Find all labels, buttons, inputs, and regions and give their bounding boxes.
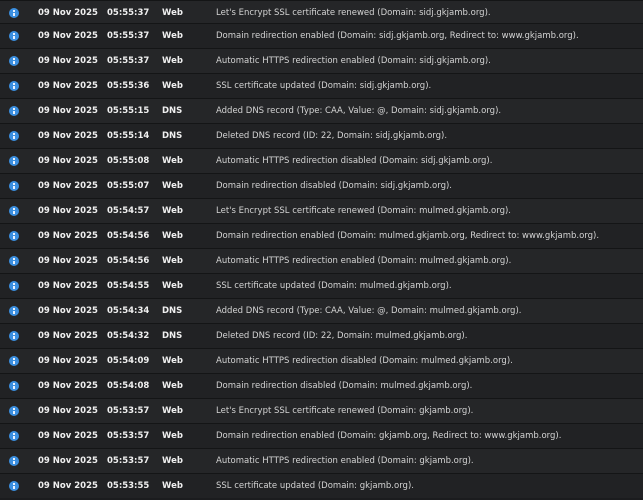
log-date: 09 Nov 2025 [38,56,98,66]
log-date: 09 Nov 2025 [38,156,98,166]
log-message: Domain redirection disabled (Domain: mulmed.gkjamb.org). [216,381,473,391]
info-icon[interactable] [9,456,19,466]
log-date: 09 Nov 2025 [38,206,98,216]
log-row[interactable] [0,23,643,48]
log-message: Added DNS record (Type: CAA, Value: @, Domain: mulmed.gkjamb.org). [216,306,522,316]
log-row[interactable] [0,473,643,498]
log-time: 05:55:36 [107,81,150,91]
log-row[interactable] [0,348,643,373]
log-date: 09 Nov 2025 [38,306,98,316]
info-icon[interactable] [9,131,19,141]
info-icon[interactable] [9,281,19,291]
log-time: 05:53:57 [107,431,150,441]
log-time: 05:54:57 [107,206,150,216]
log-date: 09 Nov 2025 [38,406,98,416]
log-message: Automatic HTTPS redirection enabled (Domain: mulmed.gkjamb.org). [216,256,512,266]
log-time: 05:54:32 [107,331,150,341]
info-icon[interactable] [9,81,19,91]
info-icon-cell [9,149,21,173]
info-icon[interactable] [9,256,19,266]
log-row[interactable] [0,423,643,448]
log-date: 09 Nov 2025 [38,381,98,391]
log-message: Deleted DNS record (ID: 22, Domain: mulmed.gkjamb.org). [216,331,468,341]
log-date: 09 Nov 2025 [38,481,98,491]
info-icon-cell [9,24,21,48]
info-icon-cell [9,449,21,473]
info-icon[interactable] [9,356,19,366]
log-message: Deleted DNS record (ID: 22, Domain: sidj.gkjamb.org). [216,131,448,141]
info-icon-cell [9,349,21,373]
info-icon-cell [9,224,21,248]
info-icon[interactable] [9,431,19,441]
log-row[interactable] [0,73,643,98]
info-icon[interactable] [9,56,19,66]
log-time: 05:55:15 [107,106,150,116]
log-type: Web [162,356,183,366]
log-message: Domain redirection disabled (Domain: sidj.gkjamb.org). [216,181,452,191]
log-message: Automatic HTTPS redirection enabled (Domain: sidj.gkjamb.org). [216,56,491,66]
log-row[interactable] [0,173,643,198]
info-icon[interactable] [9,8,19,18]
log-date: 09 Nov 2025 [38,8,98,18]
log-time: 05:55:14 [107,131,150,141]
log-time: 05:54:55 [107,281,150,291]
log-date: 09 Nov 2025 [38,106,98,116]
log-message: SSL certificate updated (Domain: gkjamb.org). [216,481,414,491]
log-time: 05:55:07 [107,181,150,191]
info-icon-cell [9,1,21,25]
log-type: Web [162,431,183,441]
log-message: Domain redirection enabled (Domain: mulmed.gkjamb.org, Redirect to: www.gkjamb.org). [216,231,600,241]
info-icon-cell [9,474,21,498]
log-time: 05:53:55 [107,481,150,491]
log-type: Web [162,281,183,291]
log-time: 05:54:56 [107,256,150,266]
info-icon-cell [9,74,21,98]
log-time: 05:55:37 [107,56,150,66]
log-row[interactable] [0,248,643,273]
log-type: DNS [162,331,183,341]
log-date: 09 Nov 2025 [38,81,98,91]
log-type: DNS [162,131,183,141]
info-icon-cell [9,299,21,323]
info-icon-cell [9,199,21,223]
log-type: Web [162,156,183,166]
log-time: 05:54:56 [107,231,150,241]
info-icon[interactable] [9,406,19,416]
info-icon-cell [9,249,21,273]
log-time: 05:53:57 [107,406,150,416]
log-type: DNS [162,306,183,316]
info-icon[interactable] [9,106,19,116]
log-message: SSL certificate updated (Domain: sidj.gkjamb.org). [216,81,432,91]
info-icon-cell [9,174,21,198]
log-row[interactable] [0,48,643,73]
log-row[interactable] [0,223,643,248]
info-icon[interactable] [9,331,19,341]
log-row[interactable] [0,398,643,423]
log-date: 09 Nov 2025 [38,331,98,341]
log-type: Web [162,481,183,491]
log-date: 09 Nov 2025 [38,281,98,291]
log-row[interactable] [0,123,643,148]
log-time: 05:53:57 [107,456,150,466]
log-row[interactable] [0,298,643,323]
log-type: Web [162,56,183,66]
info-icon[interactable] [9,481,19,491]
log-date: 09 Nov 2025 [38,131,98,141]
info-icon-cell [9,324,21,348]
log-message: Domain redirection enabled (Domain: gkjamb.org, Redirect to: www.gkjamb.org). [216,431,562,441]
log-message: Automatic HTTPS redirection disabled (Domain: sidj.gkjamb.org). [216,156,493,166]
log-time: 05:54:09 [107,356,150,366]
info-icon-cell [9,374,21,398]
log-row[interactable] [0,98,643,123]
log-date: 09 Nov 2025 [38,456,98,466]
info-icon[interactable] [9,381,19,391]
info-icon[interactable] [9,156,19,166]
log-row[interactable] [0,198,643,223]
log-time: 05:54:08 [107,381,150,391]
info-icon-cell [9,274,21,298]
log-type: Web [162,8,183,18]
info-icon[interactable] [9,31,19,41]
log-time: 05:54:34 [107,306,150,316]
log-message: Domain redirection enabled (Domain: sidj.gkjamb.org, Redirect to: www.gkjamb.org). [216,31,579,41]
log-date: 09 Nov 2025 [38,431,98,441]
log-type: Web [162,256,183,266]
log-type: Web [162,31,183,41]
info-icon-cell [9,49,21,73]
log-message: Let's Encrypt SSL certificate renewed (Domain: mulmed.gkjamb.org). [216,206,511,216]
info-icon[interactable] [9,231,19,241]
info-icon-cell [9,124,21,148]
log-row[interactable] [0,0,643,25]
log-message: SSL certificate updated (Domain: mulmed.gkjamb.org). [216,281,452,291]
log-type: Web [162,231,183,241]
log-type: Web [162,181,183,191]
log-date: 09 Nov 2025 [38,231,98,241]
log-date: 09 Nov 2025 [38,356,98,366]
log-row[interactable] [0,323,643,348]
log-type: DNS [162,106,183,116]
log-row[interactable] [0,273,643,298]
log-type: Web [162,81,183,91]
log-message: Automatic HTTPS redirection disabled (Domain: mulmed.gkjamb.org). [216,356,513,366]
log-time: 05:55:08 [107,156,150,166]
log-message: Automatic HTTPS redirection enabled (Domain: gkjamb.org). [216,456,474,466]
log-type: Web [162,381,183,391]
log-message: Added DNS record (Type: CAA, Value: @, Domain: sidj.gkjamb.org). [216,106,502,116]
log-date: 09 Nov 2025 [38,181,98,191]
log-time: 05:55:37 [107,31,150,41]
log-date: 09 Nov 2025 [38,31,98,41]
log-row[interactable] [0,448,643,473]
info-icon-cell [9,424,21,448]
info-icon-cell [9,99,21,123]
log-type: Web [162,456,183,466]
log-row[interactable] [0,373,643,398]
log-type: Web [162,206,183,216]
info-icon-cell [9,399,21,423]
log-time: 05:55:37 [107,8,150,18]
info-icon[interactable] [9,206,19,216]
log-date: 09 Nov 2025 [38,256,98,266]
log-message: Let's Encrypt SSL certificate renewed (Domain: sidj.gkjamb.org). [216,8,491,18]
log-type: Web [162,406,183,416]
info-icon[interactable] [9,306,19,316]
log-message: Let's Encrypt SSL certificate renewed (Domain: gkjamb.org). [216,406,474,416]
info-icon[interactable] [9,181,19,191]
log-row[interactable] [0,148,643,173]
